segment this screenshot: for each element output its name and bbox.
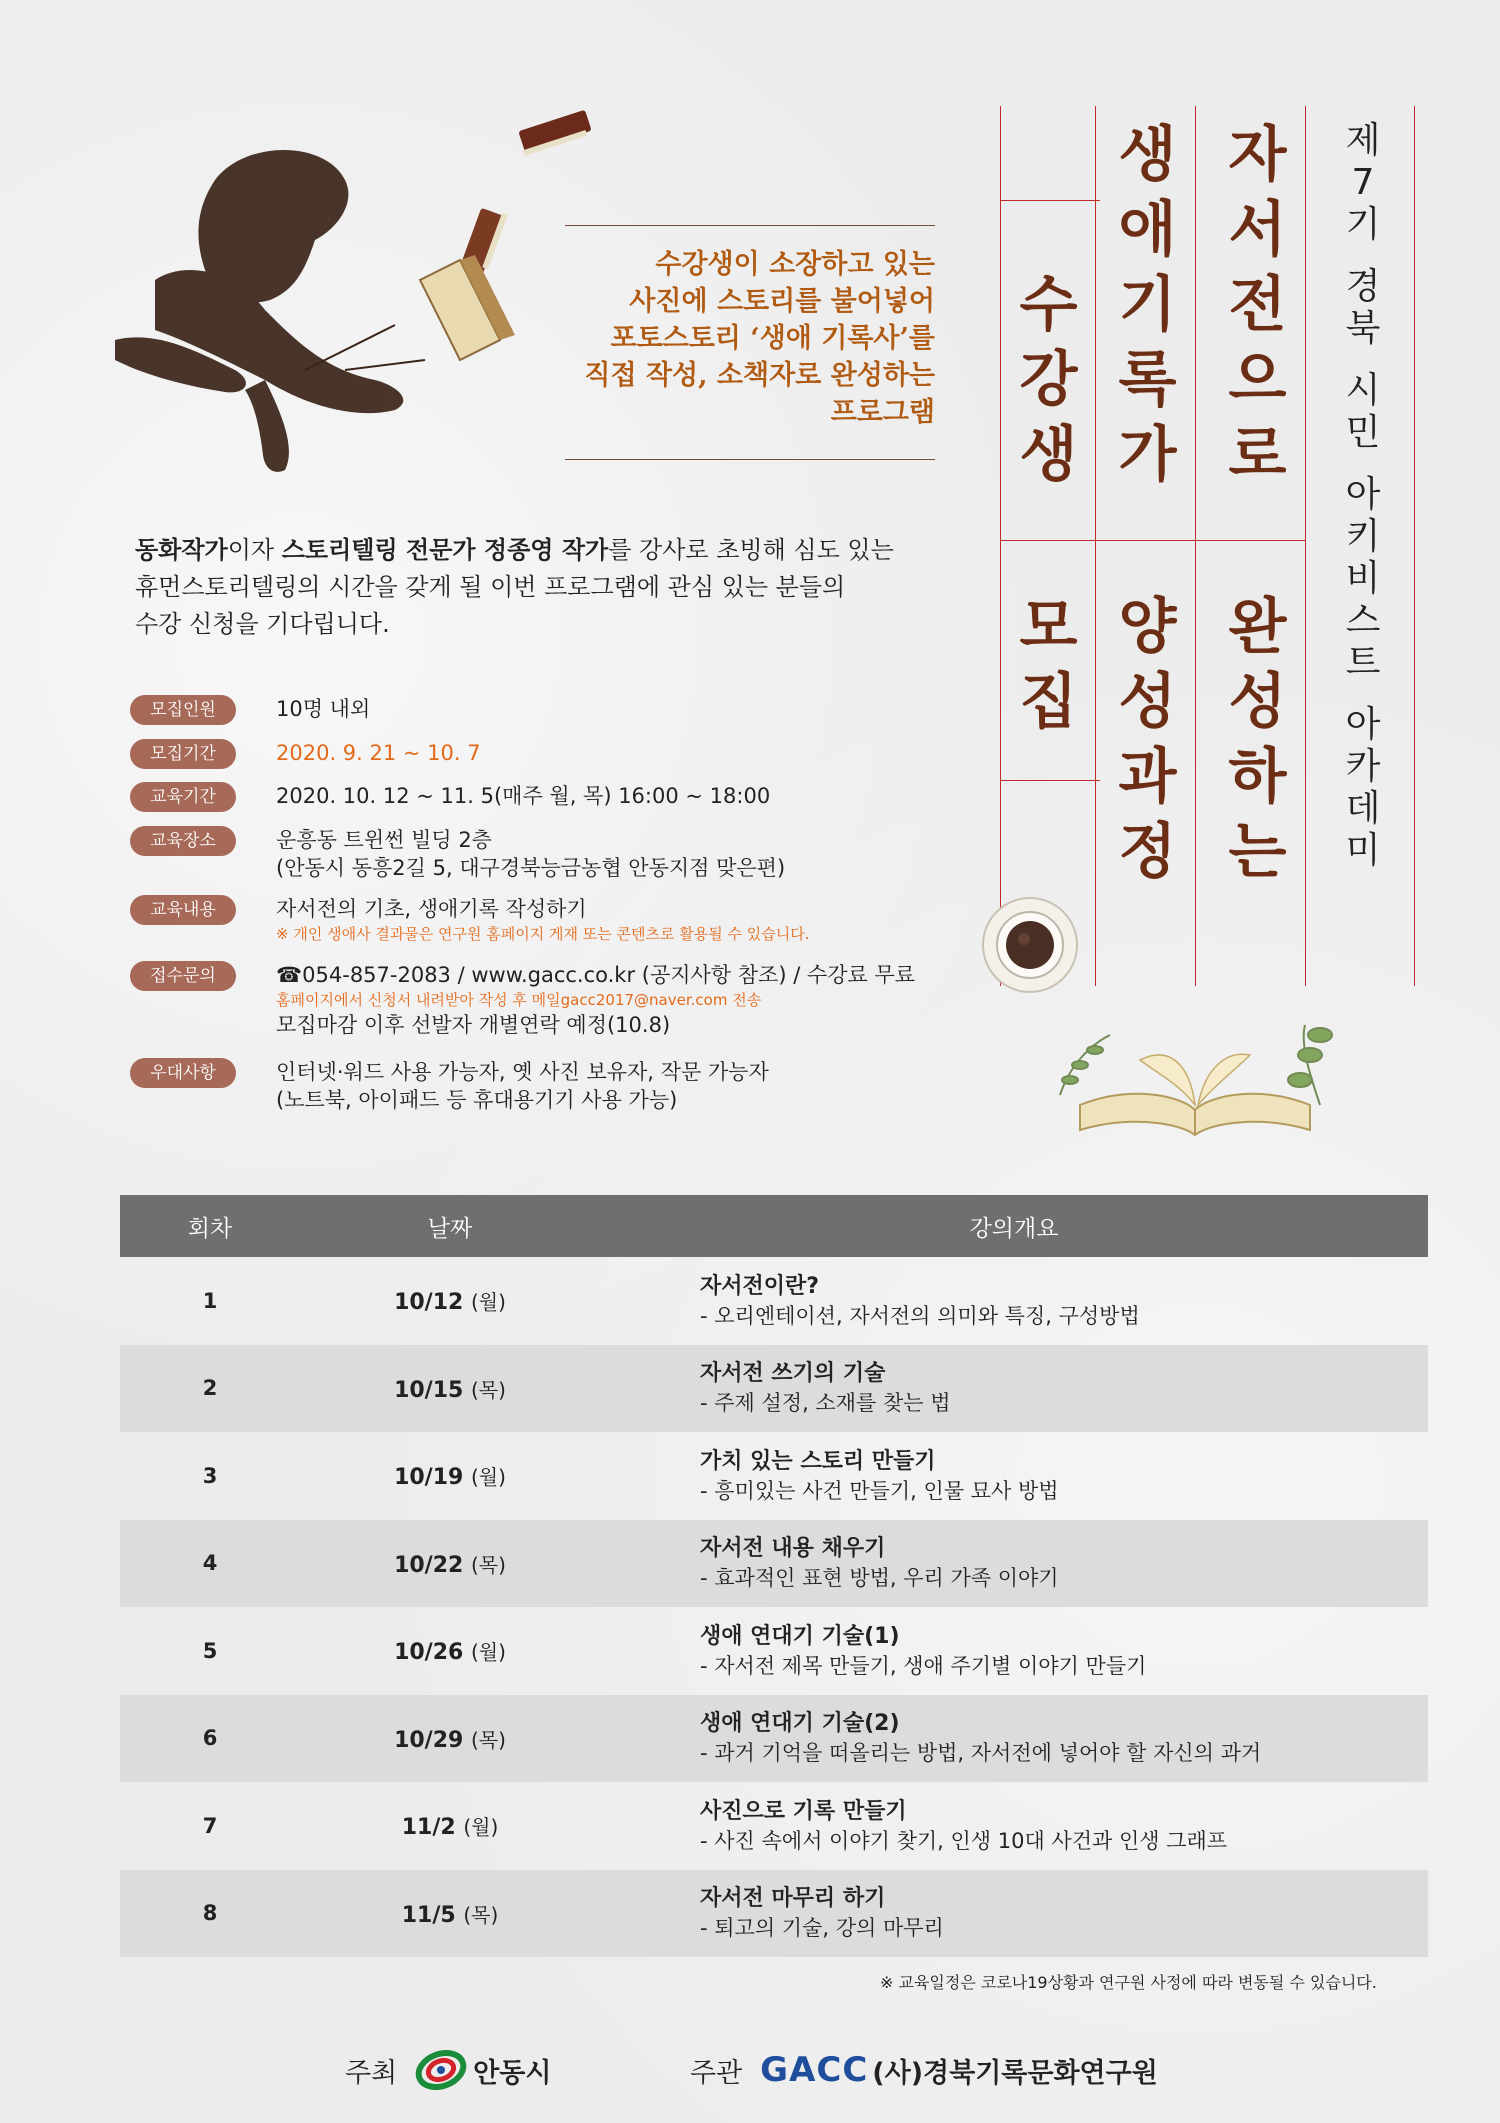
title-char: 양 — [1118, 592, 1177, 662]
lecture-summary — [600, 1708, 1428, 1768]
organizer-name: (사)경북기록문화연구원 — [872, 2057, 1158, 2089]
round-number: 8 — [202, 1901, 218, 1926]
lecture-title: 생애 연대기 기술(2) — [700, 1711, 900, 1737]
weekday: (목) — [471, 1727, 506, 1752]
info-label: 교육내용 — [130, 895, 236, 925]
info-label: 우대사항 — [130, 1058, 236, 1088]
paragraph-text: 를 강사로 초빙해 심도 있는 — [608, 536, 894, 564]
title-char: 생 — [1118, 120, 1177, 190]
title-char: 록 — [1118, 345, 1177, 415]
intro-line: 프로그램 — [830, 397, 935, 428]
title-char: 하 — [1228, 742, 1287, 812]
lecture-description: - 주제 설정, 소재를 찾는 법 — [700, 1391, 951, 1416]
date-value: 10/19 — [394, 1465, 471, 1491]
title-char: 과 — [1118, 742, 1177, 812]
paragraph-line-1 — [135, 532, 945, 569]
header-date: 날짜 — [427, 1215, 473, 1242]
table-row — [120, 1695, 1428, 1783]
title-col-3-top — [1002, 268, 1095, 493]
schedule-table — [120, 1195, 1428, 1957]
weekday: (목) — [463, 1902, 499, 1927]
header-summary: 강의개요 — [969, 1215, 1059, 1242]
lecture-description: - 자서전 제목 만들기, 생애 주기별 이야기 만들기 — [700, 1653, 1147, 1678]
title-char: 는 — [1228, 817, 1287, 887]
info-note: 홈페이지에서 신청서 내려받아 작성 후 메일gacc2017@naver.com 전송 — [276, 991, 762, 1009]
intro-line: 포토스토리 ‘생애 기록사’를 — [610, 323, 935, 354]
date-value: 10/26 — [394, 1640, 471, 1666]
lecture-date — [300, 1461, 600, 1490]
date-value: 10/12 — [394, 1290, 471, 1316]
title-char: 애 — [1118, 195, 1177, 265]
lecture-summary — [600, 1883, 1428, 1943]
info-value: 인터넷·워드 사용 가능자, 옛 사진 보유자, 작문 가능자 — [276, 1060, 769, 1084]
lecture-title: 자서전 내용 채우기 — [700, 1536, 886, 1562]
round-number: 3 — [202, 1463, 218, 1488]
host-name: 안동시 — [473, 2057, 552, 2089]
weekday: (월) — [471, 1640, 506, 1665]
open-book-illustration — [1020, 1005, 1370, 1145]
info-recruit-count — [130, 695, 950, 725]
lecture-date — [300, 1899, 600, 1928]
lecture-summary — [600, 1446, 1428, 1506]
round-number: 6 — [202, 1726, 218, 1751]
weekday: (월) — [471, 1465, 506, 1490]
table-header — [120, 1195, 1428, 1257]
info-label: 접수문의 — [130, 961, 236, 991]
lecture-summary — [600, 1796, 1428, 1856]
info-label: 모집인원 — [130, 695, 236, 725]
organizer-section — [690, 2050, 1158, 2090]
gacc-logo: GACC — [760, 2050, 869, 2090]
date-value: 10/15 — [394, 1377, 471, 1403]
weekday: (목) — [471, 1552, 506, 1577]
info-label: 교육기간 — [130, 782, 236, 812]
round-number: 5 — [202, 1638, 218, 1663]
description-paragraph — [135, 532, 945, 643]
info-value: 2020. 9. 21 ~ 10. 7 — [276, 741, 481, 765]
round-number: 2 — [202, 1376, 218, 1401]
weekday: (목) — [471, 1377, 506, 1402]
subtitle-char: 카 — [1345, 746, 1381, 787]
table-body — [120, 1257, 1428, 1957]
title-char: 자 — [1228, 120, 1287, 190]
lecture-title: 생애 연대기 기술(1) — [700, 1623, 900, 1649]
title-char: 완 — [1228, 592, 1287, 662]
author-name: 스토리텔링 전문가 정종영 작가 — [281, 536, 609, 564]
info-label: 교육장소 — [130, 826, 236, 856]
lecture-summary — [600, 1358, 1428, 1418]
info-label: 모집기간 — [130, 739, 236, 769]
table-row — [120, 1257, 1428, 1345]
date-value: 11/5 — [401, 1902, 464, 1928]
info-value: (노트북, 아이패드 등 휴대용기기 사용 가능) — [276, 1088, 678, 1112]
header-round: 회차 — [187, 1215, 233, 1242]
subtitle-char: 기 — [1345, 204, 1381, 245]
title-char: 강 — [1019, 345, 1078, 415]
info-preference — [130, 1058, 950, 1114]
lecture-date — [300, 1811, 600, 1840]
weekday: (월) — [471, 1290, 506, 1315]
title-char: 집 — [1019, 667, 1078, 737]
lecture-date — [300, 1549, 600, 1578]
lecture-date — [300, 1374, 600, 1403]
info-edu-period — [130, 782, 950, 812]
subtitle-char: 아 — [1345, 704, 1381, 745]
table-row — [120, 1520, 1428, 1608]
subtitle-char: 경 — [1345, 266, 1381, 307]
title-char: 모 — [1019, 592, 1078, 662]
paragraph-line-3: 수강 신청을 기다립니다. — [135, 610, 390, 638]
title-col-1-bottom — [1210, 590, 1305, 890]
title-frame-divider — [1195, 106, 1196, 986]
lecture-date — [300, 1724, 600, 1753]
title-frame-divider — [1305, 106, 1306, 986]
title-char: 정 — [1118, 817, 1177, 887]
subtitle-char: 스 — [1345, 600, 1381, 641]
lecture-description: - 흥미있는 사건 만들기, 인물 묘사 방법 — [700, 1478, 1059, 1503]
subtitle-char: 민 — [1345, 412, 1381, 453]
title-char: 생 — [1019, 420, 1078, 490]
info-value: 운흥동 트윈썬 빌딩 2층 — [276, 828, 492, 852]
paragraph-line-2: 휴먼스토리텔링의 시간을 갖게 될 이번 프로그램에 관심 있는 분들의 — [135, 573, 846, 601]
table-row — [120, 1870, 1428, 1958]
lecture-description: - 오리엔테이션, 자서전의 의미와 특징, 구성방법 — [700, 1303, 1140, 1328]
schedule-note: ※ 교육일정은 코로나19상황과 연구원 사정에 따라 변동될 수 있습니다. — [880, 1973, 1377, 1992]
info-value: 모집마감 이후 선발자 개별연락 예정(10.8) — [276, 1013, 671, 1037]
title-char: 기 — [1118, 270, 1177, 340]
lecture-summary — [600, 1621, 1428, 1681]
title-col-2-top — [1100, 118, 1195, 493]
table-row — [120, 1782, 1428, 1870]
subtitle-char: 제 — [1345, 120, 1381, 161]
title-char: 으 — [1228, 345, 1287, 415]
lecture-description: - 과거 기억을 떠올리는 방법, 자서전에 넣어야 할 자신의 과거 — [700, 1741, 1262, 1766]
lecture-description: - 퇴고의 기술, 강의 마무리 — [700, 1916, 944, 1941]
info-value: 2020. 10. 12 ~ 11. 5(매주 월, 목) 16:00 ~ 18:00 — [276, 784, 771, 808]
date-value: 10/29 — [394, 1727, 471, 1753]
date-value: 10/22 — [394, 1552, 471, 1578]
title-frame-hline — [1000, 780, 1100, 781]
lecture-date — [300, 1636, 600, 1665]
date-value: 11/2 — [401, 1815, 464, 1841]
title-frame-divider — [1095, 106, 1096, 986]
lecture-title: 자서전이란? — [700, 1273, 820, 1299]
host-label: 주최 — [345, 2057, 398, 2089]
title-col-2-bottom — [1100, 590, 1195, 890]
coffee-cup-illustration — [980, 895, 1080, 995]
subtitle-char: 7 — [1351, 162, 1375, 203]
title-frame-hline — [1000, 200, 1100, 201]
table-row — [120, 1432, 1428, 1520]
lecture-date — [300, 1286, 600, 1315]
title-char: 성 — [1118, 667, 1177, 737]
intro-line: 수강생이 소장하고 있는 — [655, 249, 935, 280]
title-char: 서 — [1228, 195, 1287, 265]
info-recruit-period — [130, 739, 950, 769]
paragraph-text: 이자 — [227, 536, 282, 564]
info-value: 10명 내외 — [276, 697, 371, 721]
subtitle-char: 비 — [1345, 558, 1381, 599]
title-char: 가 — [1118, 420, 1177, 490]
title-char: 전 — [1228, 270, 1287, 340]
weekday: (월) — [463, 1815, 499, 1840]
title-col-3-bottom — [1002, 590, 1095, 740]
title-char: 성 — [1228, 667, 1287, 737]
lecture-title: 자서전 쓰기의 기술 — [700, 1361, 886, 1387]
subtitle-char: 키 — [1345, 516, 1381, 557]
info-value: 자서전의 기초, 생애기록 작성하기 — [276, 897, 587, 921]
info-note: ※ 개인 생애사 결과물은 연구원 홈페이지 게재 또는 콘텐츠로 활용될 수 있습니다. — [276, 925, 810, 943]
title-char: 수 — [1019, 270, 1078, 340]
lecture-title: 가치 있는 스토리 만들기 — [700, 1448, 936, 1474]
organizer-label: 주관 — [690, 2057, 743, 2089]
title-col-1-top — [1210, 118, 1305, 493]
lecture-description: - 사진 속에서 이야기 찾기, 인생 10대 사건과 인생 그래프 — [700, 1828, 1228, 1853]
title-char: 로 — [1228, 420, 1287, 490]
subtitle-char: 시 — [1345, 370, 1381, 411]
info-inquiry — [130, 961, 950, 1039]
title-frame-hline — [1000, 540, 1305, 541]
intro-line: 직접 작성, 소책자로 완성하는 — [584, 360, 935, 391]
author-role: 동화작가 — [135, 536, 228, 564]
lecture-title: 자서전 마무리 하기 — [700, 1886, 886, 1912]
info-edu-content — [130, 895, 950, 945]
lecture-description: - 효과적인 표현 방법, 우리 가족 이야기 — [700, 1566, 1059, 1591]
subtitle-char: 트 — [1345, 642, 1381, 683]
info-value: (안동시 동흥2길 5, 대구경북능금농협 안동지점 맞은편) — [276, 856, 786, 880]
intro-line: 사진에 스토리를 불어넣어 — [629, 286, 935, 317]
subtitle-char: 미 — [1345, 830, 1381, 871]
host-section — [345, 2050, 551, 2090]
info-edu-place — [130, 826, 950, 882]
table-row — [120, 1607, 1428, 1695]
academy-subtitle — [1328, 120, 1398, 872]
round-number: 4 — [202, 1551, 218, 1576]
intro-callout — [565, 225, 935, 460]
round-number: 7 — [202, 1813, 218, 1838]
info-value: ☎054-857-2083 / www.gacc.co.kr (공지사항 참조) / 수강료 무료 — [276, 963, 916, 987]
round-number: 1 — [202, 1288, 218, 1313]
lecture-summary — [600, 1271, 1428, 1331]
subtitle-char: 데 — [1345, 788, 1381, 829]
subtitle-char: 북 — [1345, 308, 1381, 349]
subtitle-char: 아 — [1345, 474, 1381, 515]
table-row — [120, 1345, 1428, 1433]
lecture-summary — [600, 1533, 1428, 1593]
andong-logo-icon — [415, 2050, 467, 2090]
lecture-title: 사진으로 기록 만들기 — [700, 1798, 907, 1824]
